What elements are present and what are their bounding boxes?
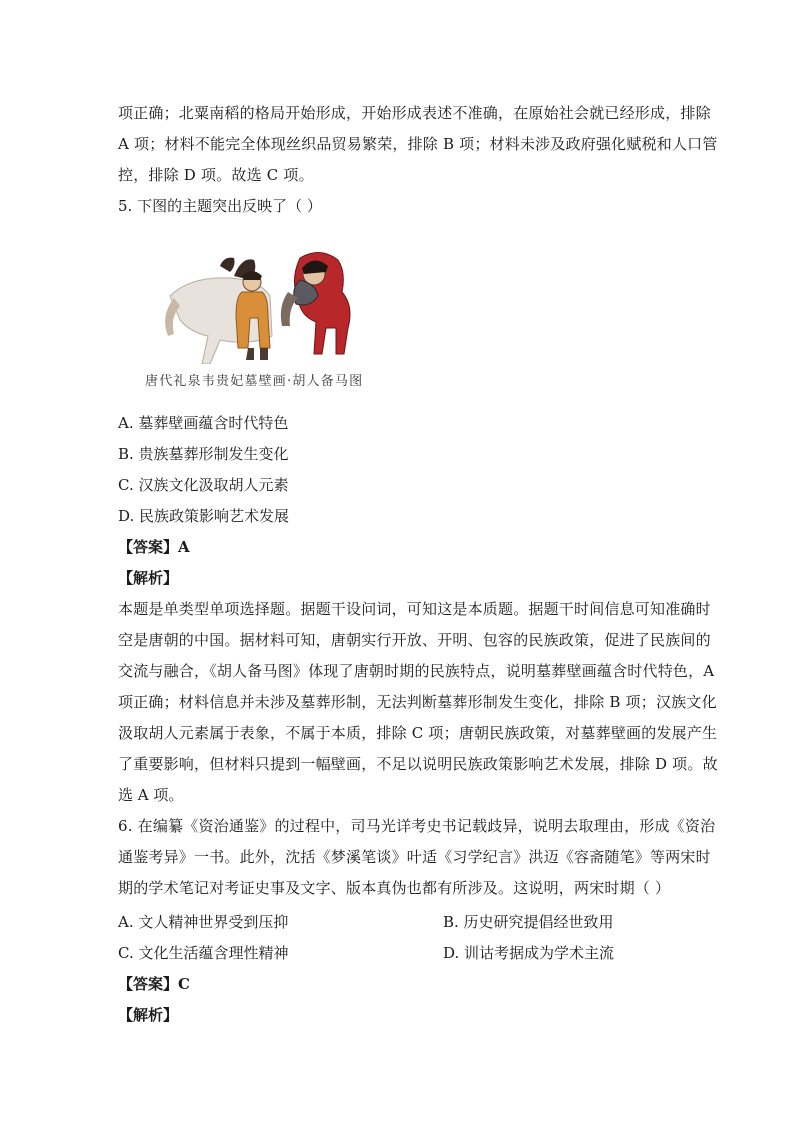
q6-option-c: C. 文化生活蕴含理性精神: [118, 944, 289, 962]
q5-option-a: A. 墓葬壁画蕴含时代特色: [118, 414, 289, 432]
q6-option-d: D. 训诂考据成为学术主流: [443, 944, 615, 962]
question-6-stem-line-3: 期的学术笔记对考证史事及文字、版本真伪也都有所涉及。这说明，两宋时期（ ）: [118, 879, 671, 897]
question-6-stem-line-1: 6. 在编纂《资治通鉴》的过程中，司马光详考史书记载歧异，说明去取理由，形成《资治: [118, 817, 716, 835]
q5-analysis-line-7: 选 A 项。: [118, 786, 184, 804]
q6-option-a: A. 文人精神世界受到压抑: [118, 913, 289, 931]
figure-caption: 唐代礼泉韦贵妃墓壁画·胡人备马图: [145, 374, 364, 389]
question-5-stem: 5. 下图的主题突出反映了（ ）: [118, 197, 322, 215]
q6-answer: 【答案】C: [118, 975, 190, 993]
q5-analysis-line-1: 本题是单类型单项选择题。据题干设问词，可知这是本质题。据题干时间信息可知准确时: [118, 600, 711, 618]
q5-answer: 【答案】A: [118, 538, 190, 556]
q5-analysis-title: 【解析】: [118, 569, 179, 587]
q6-analysis-title: 【解析】: [118, 1006, 179, 1024]
q5-option-c: C. 汉族文化汲取胡人元素: [118, 476, 289, 494]
q5-analysis-line-6: 了重要影响，但材料只提到一幅壁画，不足以说明民族政策影响艺术发展，排除 D 项。故: [118, 755, 718, 773]
q5-analysis-line-3: 交流与融合，《胡人备马图》体现了唐朝时期的民族特点，说明墓葬壁画蕴含时代特色，A: [118, 662, 715, 680]
continuation-line-2: A 项；材料不能完全体现丝织品贸易繁荣，排除 B 项；材料未涉及政府强化赋税和人口管: [118, 135, 718, 153]
q6-option-b: B. 历史研究提倡经世致用: [443, 913, 614, 931]
continuation-line-1: 项正确；北粟南稻的格局开始形成，开始形成表述不准确，在原始社会就已经形成，排除: [118, 104, 711, 122]
continuation-line-3: 控，排除 D 项。故选 C 项。: [118, 166, 314, 184]
mural-figure-image: [150, 236, 365, 364]
q5-option-b: B. 贵族墓葬形制发生变化: [118, 445, 289, 463]
q5-analysis-line-2: 空是唐朝的中国。据材料可知，唐朝实行开放、开明、包容的民族政策，促进了民族间的: [118, 631, 711, 649]
q5-analysis-line-5: 汲取胡人元素属于表象，不属于本质，排除 C 项；唐朝民族政策，对墓葬壁画的发展产生: [118, 724, 718, 742]
q5-option-d: D. 民族政策影响艺术发展: [118, 507, 290, 525]
q5-analysis-line-4: 项正确；材料信息并未涉及墓葬形制，无法判断墓葬形制发生变化，排除 B 项；汉族文化: [118, 693, 717, 711]
question-6-stem-line-2: 通鉴考异》一书。此外，沈括《梦溪笔谈》叶适《习学纪言》洪迈《容斋随笔》等两宋时: [118, 848, 711, 866]
